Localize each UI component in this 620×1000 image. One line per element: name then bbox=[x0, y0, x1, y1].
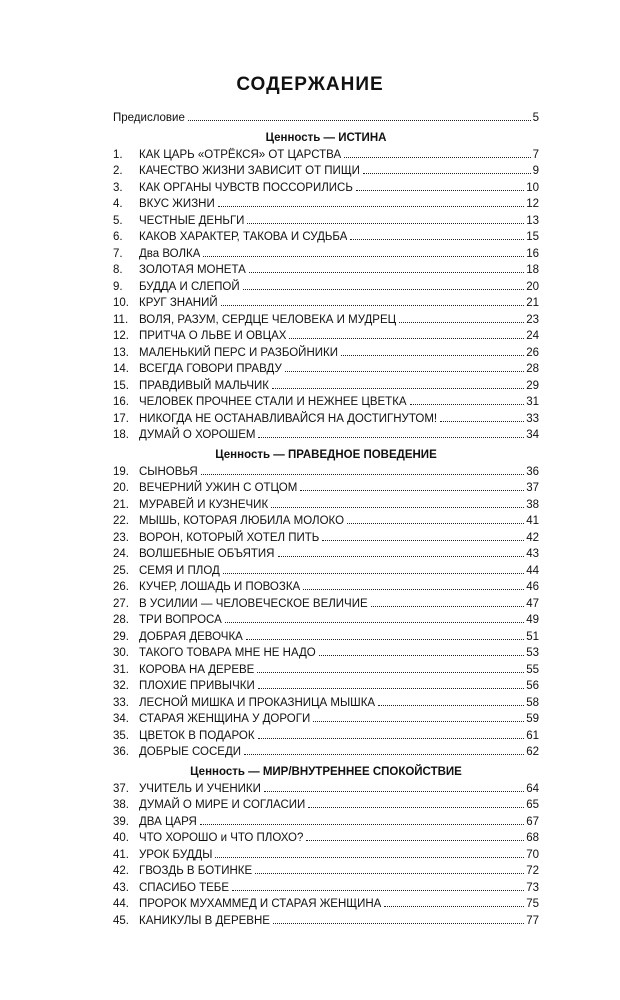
section-heading: Ценность — ПРАВЕДНОЕ ПОВЕДЕНИЕ bbox=[215, 448, 437, 461]
toc-entry-page: 12 bbox=[526, 198, 539, 210]
dot-leader bbox=[303, 589, 524, 590]
toc-entry[interactable] bbox=[113, 295, 539, 312]
toc-entry-label: ВОЛЯ, РАЗУМ, СЕРДЦЕ ЧЕЛОВЕКА И МУДРЕЦ bbox=[139, 313, 397, 326]
dot-leader bbox=[232, 890, 524, 891]
toc-entry-page: 51 bbox=[526, 630, 539, 643]
dot-leader bbox=[350, 239, 524, 240]
dot-leader bbox=[278, 556, 525, 557]
toc-entry[interactable] bbox=[113, 596, 539, 613]
dot-leader bbox=[272, 388, 524, 389]
toc-entry-page: 33 bbox=[526, 412, 539, 425]
toc-entry-page: 41 bbox=[526, 515, 539, 527]
dot-leader bbox=[249, 272, 524, 273]
dot-leader bbox=[258, 688, 524, 689]
toc-entry-label: ДОБРЫЕ СОСЕДИ bbox=[139, 746, 242, 758]
toc-entry-number: 11. bbox=[113, 313, 129, 326]
toc-entry[interactable] bbox=[113, 913, 539, 930]
toc-entry-number: 4. bbox=[113, 198, 123, 210]
toc-entry-label: ДОБРАЯ ДЕВОЧКА bbox=[139, 630, 243, 643]
toc-entry-number: 44. bbox=[113, 898, 129, 910]
toc-entry[interactable] bbox=[113, 480, 539, 497]
toc-entry-page: 18 bbox=[526, 264, 539, 276]
toc-entry-number: 20. bbox=[113, 482, 129, 494]
dot-leader bbox=[289, 338, 524, 339]
toc-entry-page: 38 bbox=[526, 498, 539, 511]
toc-entry[interactable] bbox=[113, 394, 539, 411]
dot-leader bbox=[243, 289, 525, 290]
toc-entry-number: 35. bbox=[113, 729, 129, 742]
toc-entry-label: В УСИЛИИ — ЧЕЛОВЕЧЕСКОЕ ВЕЛИЧИЕ bbox=[139, 597, 368, 610]
toc-entry-page: 5 bbox=[532, 112, 539, 124]
dot-leader bbox=[271, 507, 524, 508]
toc-entry[interactable] bbox=[113, 896, 539, 913]
toc-entry-page: 64 bbox=[526, 782, 539, 795]
toc-entry-page: 62 bbox=[526, 746, 539, 758]
toc-entry[interactable] bbox=[113, 744, 539, 761]
toc-entry-number: 30. bbox=[113, 647, 129, 659]
toc-entry-page: 7 bbox=[532, 148, 539, 161]
toc-entry-page: 37 bbox=[526, 482, 539, 494]
toc-entry[interactable] bbox=[113, 513, 539, 530]
toc-entry-number: 7. bbox=[113, 247, 123, 260]
toc-entry-label: ДУМАЙ О ХОРОШЕМ bbox=[139, 429, 256, 441]
toc-entry-number: 13. bbox=[113, 346, 129, 359]
toc-entry[interactable] bbox=[113, 213, 539, 230]
toc-entry-page: 46 bbox=[526, 581, 539, 593]
toc-entry[interactable] bbox=[113, 530, 539, 547]
toc-entry[interactable] bbox=[113, 378, 539, 395]
toc-entry-number: 34. bbox=[113, 713, 129, 725]
toc-entry-number: 16. bbox=[113, 396, 129, 408]
toc-entry-label: КАНИКУЛЫ В ДЕРЕВНЕ bbox=[139, 914, 270, 927]
toc-entry[interactable] bbox=[113, 246, 539, 263]
toc-entry-page: 29 bbox=[526, 379, 539, 392]
toc-entry-number: 29. bbox=[113, 630, 129, 643]
section-heading: Ценность — МИР/ВНУТРЕННЕЕ СПОКОЙСТВИЕ bbox=[190, 765, 462, 778]
toc-entry-label: ДУМАЙ О МИРЕ И СОГЛАСИИ bbox=[139, 799, 306, 811]
dot-leader bbox=[225, 622, 524, 623]
toc-entry-page: 15 bbox=[526, 231, 539, 243]
toc-entry[interactable] bbox=[113, 847, 539, 864]
dot-leader bbox=[410, 404, 525, 405]
dot-leader bbox=[257, 672, 524, 673]
dot-leader bbox=[363, 173, 531, 174]
dot-leader bbox=[384, 906, 524, 907]
toc-entry-label: КУЧЕР, ЛОШАДЬ И ПОВОЗКА bbox=[139, 581, 301, 593]
toc-entry-label: ГВОЗДЬ В БОТИНКЕ bbox=[139, 865, 253, 877]
toc-entry-number: 39. bbox=[113, 815, 129, 828]
toc-entry[interactable] bbox=[113, 695, 539, 712]
dot-leader bbox=[319, 655, 524, 656]
toc-entry-number: 17. bbox=[113, 412, 129, 425]
toc-entry[interactable] bbox=[113, 830, 539, 847]
toc-entry-page: 77 bbox=[526, 914, 539, 927]
toc-entry-page: 21 bbox=[526, 297, 539, 309]
toc-entry-page: 55 bbox=[526, 663, 539, 676]
toc-entry-label: ДВА ЦАРЯ bbox=[139, 815, 197, 828]
toc-entry[interactable] bbox=[113, 546, 539, 563]
toc-entry-number: 10. bbox=[113, 297, 129, 309]
toc-entry-page: 34 bbox=[526, 429, 539, 441]
dot-leader bbox=[356, 190, 524, 191]
dot-leader bbox=[223, 573, 524, 574]
toc-entry-label: УРОК БУДДЫ bbox=[139, 848, 213, 861]
toc-entry-number: 15. bbox=[113, 379, 129, 392]
toc-entry-page: 31 bbox=[526, 396, 539, 408]
dot-leader bbox=[203, 256, 524, 257]
toc-entry-number: 31. bbox=[113, 663, 129, 676]
dot-leader bbox=[347, 523, 524, 524]
toc-entry-page: 68 bbox=[526, 832, 539, 844]
section-heading: Ценность — ИСТИНА bbox=[265, 131, 387, 144]
toc-entry-number: 21. bbox=[113, 498, 129, 511]
toc-entry-label: ЧЕСТНЫЕ ДЕНЬГИ bbox=[139, 214, 245, 227]
toc-entry[interactable] bbox=[113, 361, 539, 378]
toc-entry-number: 26. bbox=[113, 581, 129, 593]
toc-entry-number: 40. bbox=[113, 832, 129, 844]
toc-entry-label: Два ВОЛКА bbox=[139, 247, 201, 260]
toc-entry-page: 23 bbox=[526, 313, 539, 326]
toc-entry-label: СЕМЯ И ПЛОД bbox=[139, 564, 220, 577]
toc-entry-label: УЧИТЕЛЬ И УЧЕНИКИ bbox=[139, 782, 261, 795]
toc-entry-number: 22. bbox=[113, 515, 129, 527]
dot-leader bbox=[440, 421, 524, 422]
toc-entry-label: ЧЕЛОВЕК ПРОЧНЕЕ СТАЛИ И НЕЖНЕЕ ЦВЕТКА bbox=[139, 396, 407, 408]
toc-entry-label: ТАКОГО ТОВАРА МНЕ НЕ НАДО bbox=[139, 647, 316, 659]
toc-entry-page: 70 bbox=[526, 848, 539, 861]
dot-leader bbox=[244, 754, 524, 755]
toc-entry[interactable] bbox=[113, 262, 539, 279]
toc-entry-page: 56 bbox=[526, 680, 539, 692]
toc-entry-label: СПАСИБО ТЕБЕ bbox=[139, 881, 230, 894]
dot-leader bbox=[258, 738, 525, 739]
toc-entry-label: МАЛЕНЬКИЙ ПЕРС И РАЗБОЙНИКИ bbox=[139, 346, 338, 359]
toc-entry-label: НИКОГДА НЕ ОСТАНАВЛИВАЙСЯ НА ДОСТИГНУТОМ! bbox=[139, 412, 438, 425]
toc-entry[interactable] bbox=[113, 579, 539, 596]
toc-entry-page: 26 bbox=[526, 346, 539, 359]
toc-entry-number: 27. bbox=[113, 597, 129, 610]
dot-leader bbox=[399, 322, 524, 323]
toc-entry[interactable] bbox=[113, 464, 539, 481]
dot-leader bbox=[246, 639, 524, 640]
toc-entry-label: КАЧЕСТВО ЖИЗНИ ЗАВИСИТ ОТ ПИЩИ bbox=[139, 165, 360, 177]
toc-entry-number: 2. bbox=[113, 165, 123, 177]
toc-entry-number: 43. bbox=[113, 881, 129, 894]
toc-entry-number: 32. bbox=[113, 680, 129, 692]
toc-entry-number: 33. bbox=[113, 696, 129, 709]
toc-entry[interactable] bbox=[113, 728, 539, 745]
toc-entry-label: ЦВЕТОК В ПОДАРОК bbox=[139, 729, 255, 742]
toc-entry-label: ПЛОХИЕ ПРИВЫЧКИ bbox=[139, 680, 255, 692]
toc-entry-page: 61 bbox=[526, 729, 539, 742]
toc-sections bbox=[113, 129, 539, 930]
toc-entry[interactable] bbox=[113, 781, 539, 798]
toc-entry[interactable] bbox=[113, 563, 539, 580]
toc-entry[interactable] bbox=[113, 612, 539, 629]
toc-entry[interactable] bbox=[113, 411, 539, 428]
toc-entry-number: 38. bbox=[113, 799, 129, 811]
toc-entry-page: 49 bbox=[526, 614, 539, 626]
toc-entry-number: 36. bbox=[113, 746, 129, 758]
dot-leader bbox=[300, 490, 524, 491]
toc-entry[interactable] bbox=[113, 711, 539, 728]
toc-entry[interactable] bbox=[113, 797, 539, 814]
dot-leader bbox=[378, 705, 524, 706]
toc-entry-label: ПРАВДИВЫЙ МАЛЬЧИК bbox=[139, 379, 269, 392]
toc-entry[interactable] bbox=[113, 147, 539, 164]
page-title: СОДЕРЖАНИЕ bbox=[236, 74, 384, 95]
toc-entry-label: ПРИТЧА О ЛЬВЕ И ОВЦАХ bbox=[139, 330, 287, 342]
dot-leader bbox=[273, 923, 524, 924]
toc-entry-number: 12. bbox=[113, 330, 129, 342]
toc-entry-number: 28. bbox=[113, 614, 129, 626]
dot-leader bbox=[201, 474, 524, 475]
toc-entry-page: 44 bbox=[526, 564, 539, 577]
dot-leader bbox=[255, 873, 524, 874]
toc-entry-number: 41. bbox=[113, 848, 129, 861]
toc-entry-label: КРУГ ЗНАНИЙ bbox=[139, 297, 218, 309]
dot-leader bbox=[322, 540, 524, 541]
toc-entry-number: 6. bbox=[113, 231, 123, 243]
toc-entry[interactable] bbox=[113, 312, 539, 329]
toc-entry-label: ЗОЛОТАЯ МОНЕТА bbox=[139, 264, 246, 276]
toc-entry[interactable] bbox=[113, 229, 539, 246]
toc-entry-page: 67 bbox=[526, 815, 539, 828]
toc-entry-page: 36 bbox=[526, 465, 539, 478]
dot-leader bbox=[247, 223, 524, 224]
toc-entry-label: ТРИ ВОПРОСА bbox=[139, 614, 222, 626]
toc-entry-number: 18. bbox=[113, 429, 129, 441]
toc-entry-label: ВОЛШЕБНЫЕ ОБЪЯТИЯ bbox=[139, 548, 275, 560]
toc-entry-preface[interactable] bbox=[113, 110, 539, 127]
dot-leader bbox=[371, 606, 525, 607]
toc-entry-number: 14. bbox=[113, 363, 129, 375]
dot-leader bbox=[218, 206, 524, 207]
toc-entry-page: 53 bbox=[526, 647, 539, 659]
toc-entry[interactable] bbox=[113, 880, 539, 897]
toc-entry-page: 43 bbox=[526, 548, 539, 560]
toc-entry-label: МУРАВЕЙ И КУЗНЕЧИК bbox=[139, 498, 269, 511]
dot-leader bbox=[306, 840, 524, 841]
toc-entry-label: Предисловие bbox=[113, 112, 185, 124]
toc-entry-label: КАК ЦАРЬ «ОТРЁКСЯ» ОТ ЦАРСТВА bbox=[139, 148, 342, 161]
toc-entry-page: 59 bbox=[526, 713, 539, 725]
toc-entry[interactable] bbox=[113, 645, 539, 662]
toc-entry-page: 10 bbox=[526, 181, 539, 194]
toc-entry[interactable] bbox=[113, 196, 539, 213]
toc-entry-label: БУДДА И СЛЕПОЙ bbox=[139, 280, 240, 293]
dot-leader bbox=[221, 305, 525, 306]
dot-leader bbox=[313, 721, 524, 722]
dot-leader bbox=[200, 824, 524, 825]
toc-entry-label: ЧТО ХОРОШО и ЧТО ПЛОХО? bbox=[139, 832, 304, 844]
toc-entry[interactable] bbox=[113, 863, 539, 880]
toc-entry[interactable] bbox=[113, 180, 539, 197]
toc-entry-label: СЫНОВЬЯ bbox=[139, 465, 198, 478]
toc-entry-number: 5. bbox=[113, 214, 123, 227]
toc-entry-page: 47 bbox=[526, 597, 539, 610]
toc-entry-page: 24 bbox=[526, 330, 539, 342]
toc-entry-number: 1. bbox=[113, 148, 123, 161]
toc-entry[interactable] bbox=[113, 163, 539, 180]
toc-entry-number: 24. bbox=[113, 548, 129, 560]
toc-entry[interactable] bbox=[113, 345, 539, 362]
toc-entry-page: 42 bbox=[526, 531, 539, 544]
toc-entry-number: 42. bbox=[113, 865, 129, 877]
toc-entry[interactable] bbox=[113, 629, 539, 646]
toc-entry-page: 75 bbox=[526, 898, 539, 910]
dot-leader bbox=[188, 120, 531, 121]
table-of-contents bbox=[113, 110, 539, 929]
toc-entry-label: МЫШЬ, КОТОРАЯ ЛЮБИЛА МОЛОКО bbox=[139, 515, 345, 527]
toc-entry-page: 20 bbox=[526, 280, 539, 293]
toc-entry[interactable] bbox=[113, 662, 539, 679]
toc-entry-page: 73 bbox=[526, 881, 539, 894]
toc-entry-label: ВЕЧЕРНИЙ УЖИН С ОТЦОМ bbox=[139, 482, 298, 494]
toc-entry-label: ВСЕГДА ГОВОРИ ПРАВДУ bbox=[139, 363, 282, 375]
dot-leader bbox=[285, 371, 524, 372]
toc-entry-label: ВКУС ЖИЗНИ bbox=[139, 198, 215, 210]
toc-entry-page: 16 bbox=[526, 247, 539, 260]
toc-entry-page: 65 bbox=[526, 799, 539, 811]
dot-leader bbox=[308, 807, 524, 808]
toc-entry-number: 19. bbox=[113, 465, 129, 478]
toc-entry-label: ПРОРОК МУХАММЕД И СТАРАЯ ЖЕНЩИНА bbox=[139, 898, 382, 910]
dot-leader bbox=[264, 791, 524, 792]
dot-leader bbox=[341, 355, 524, 356]
toc-entry-page: 28 bbox=[526, 363, 539, 375]
toc-entry-label: ВОРОН, КОТОРЫЙ ХОТЕЛ ПИТЬ bbox=[139, 531, 320, 544]
toc-entry-label: СТАРАЯ ЖЕНЩИНА У ДОРОГИ bbox=[139, 713, 311, 725]
toc-entry[interactable] bbox=[113, 279, 539, 296]
toc-entry-number: 37. bbox=[113, 782, 129, 795]
toc-entry-number: 8. bbox=[113, 264, 123, 276]
dot-leader bbox=[258, 437, 524, 438]
dot-leader bbox=[215, 857, 524, 858]
dot-leader bbox=[344, 157, 530, 158]
toc-entry-label: КОРОВА НА ДЕРЕВЕ bbox=[139, 663, 255, 676]
toc-entry[interactable] bbox=[113, 678, 539, 695]
toc-entry[interactable] bbox=[113, 814, 539, 831]
toc-entry-label: КАК ОРГАНЫ ЧУВСТВ ПОССОРИЛИСЬ bbox=[139, 181, 353, 194]
toc-entry-number: 45. bbox=[113, 914, 129, 927]
toc-entry[interactable] bbox=[113, 497, 539, 514]
toc-entry-page: 13 bbox=[526, 214, 539, 227]
toc-entry-number: 23. bbox=[113, 531, 129, 544]
toc-entry[interactable] bbox=[113, 328, 539, 345]
toc-entry-number: 9. bbox=[113, 280, 123, 293]
toc-entry[interactable] bbox=[113, 427, 539, 444]
toc-entry-page: 72 bbox=[526, 865, 539, 877]
toc-entry-number: 25. bbox=[113, 564, 129, 577]
toc-entry-label: ЛЕСНОЙ МИШКА И ПРОКАЗНИЦА МЫШКА bbox=[139, 696, 376, 709]
toc-entry-number: 3. bbox=[113, 181, 123, 194]
toc-entry-page: 9 bbox=[532, 165, 539, 177]
toc-entry-page: 58 bbox=[526, 696, 539, 709]
toc-entry-label: КАКОВ ХАРАКТЕР, ТАКОВА И СУДЬБА bbox=[139, 231, 348, 243]
